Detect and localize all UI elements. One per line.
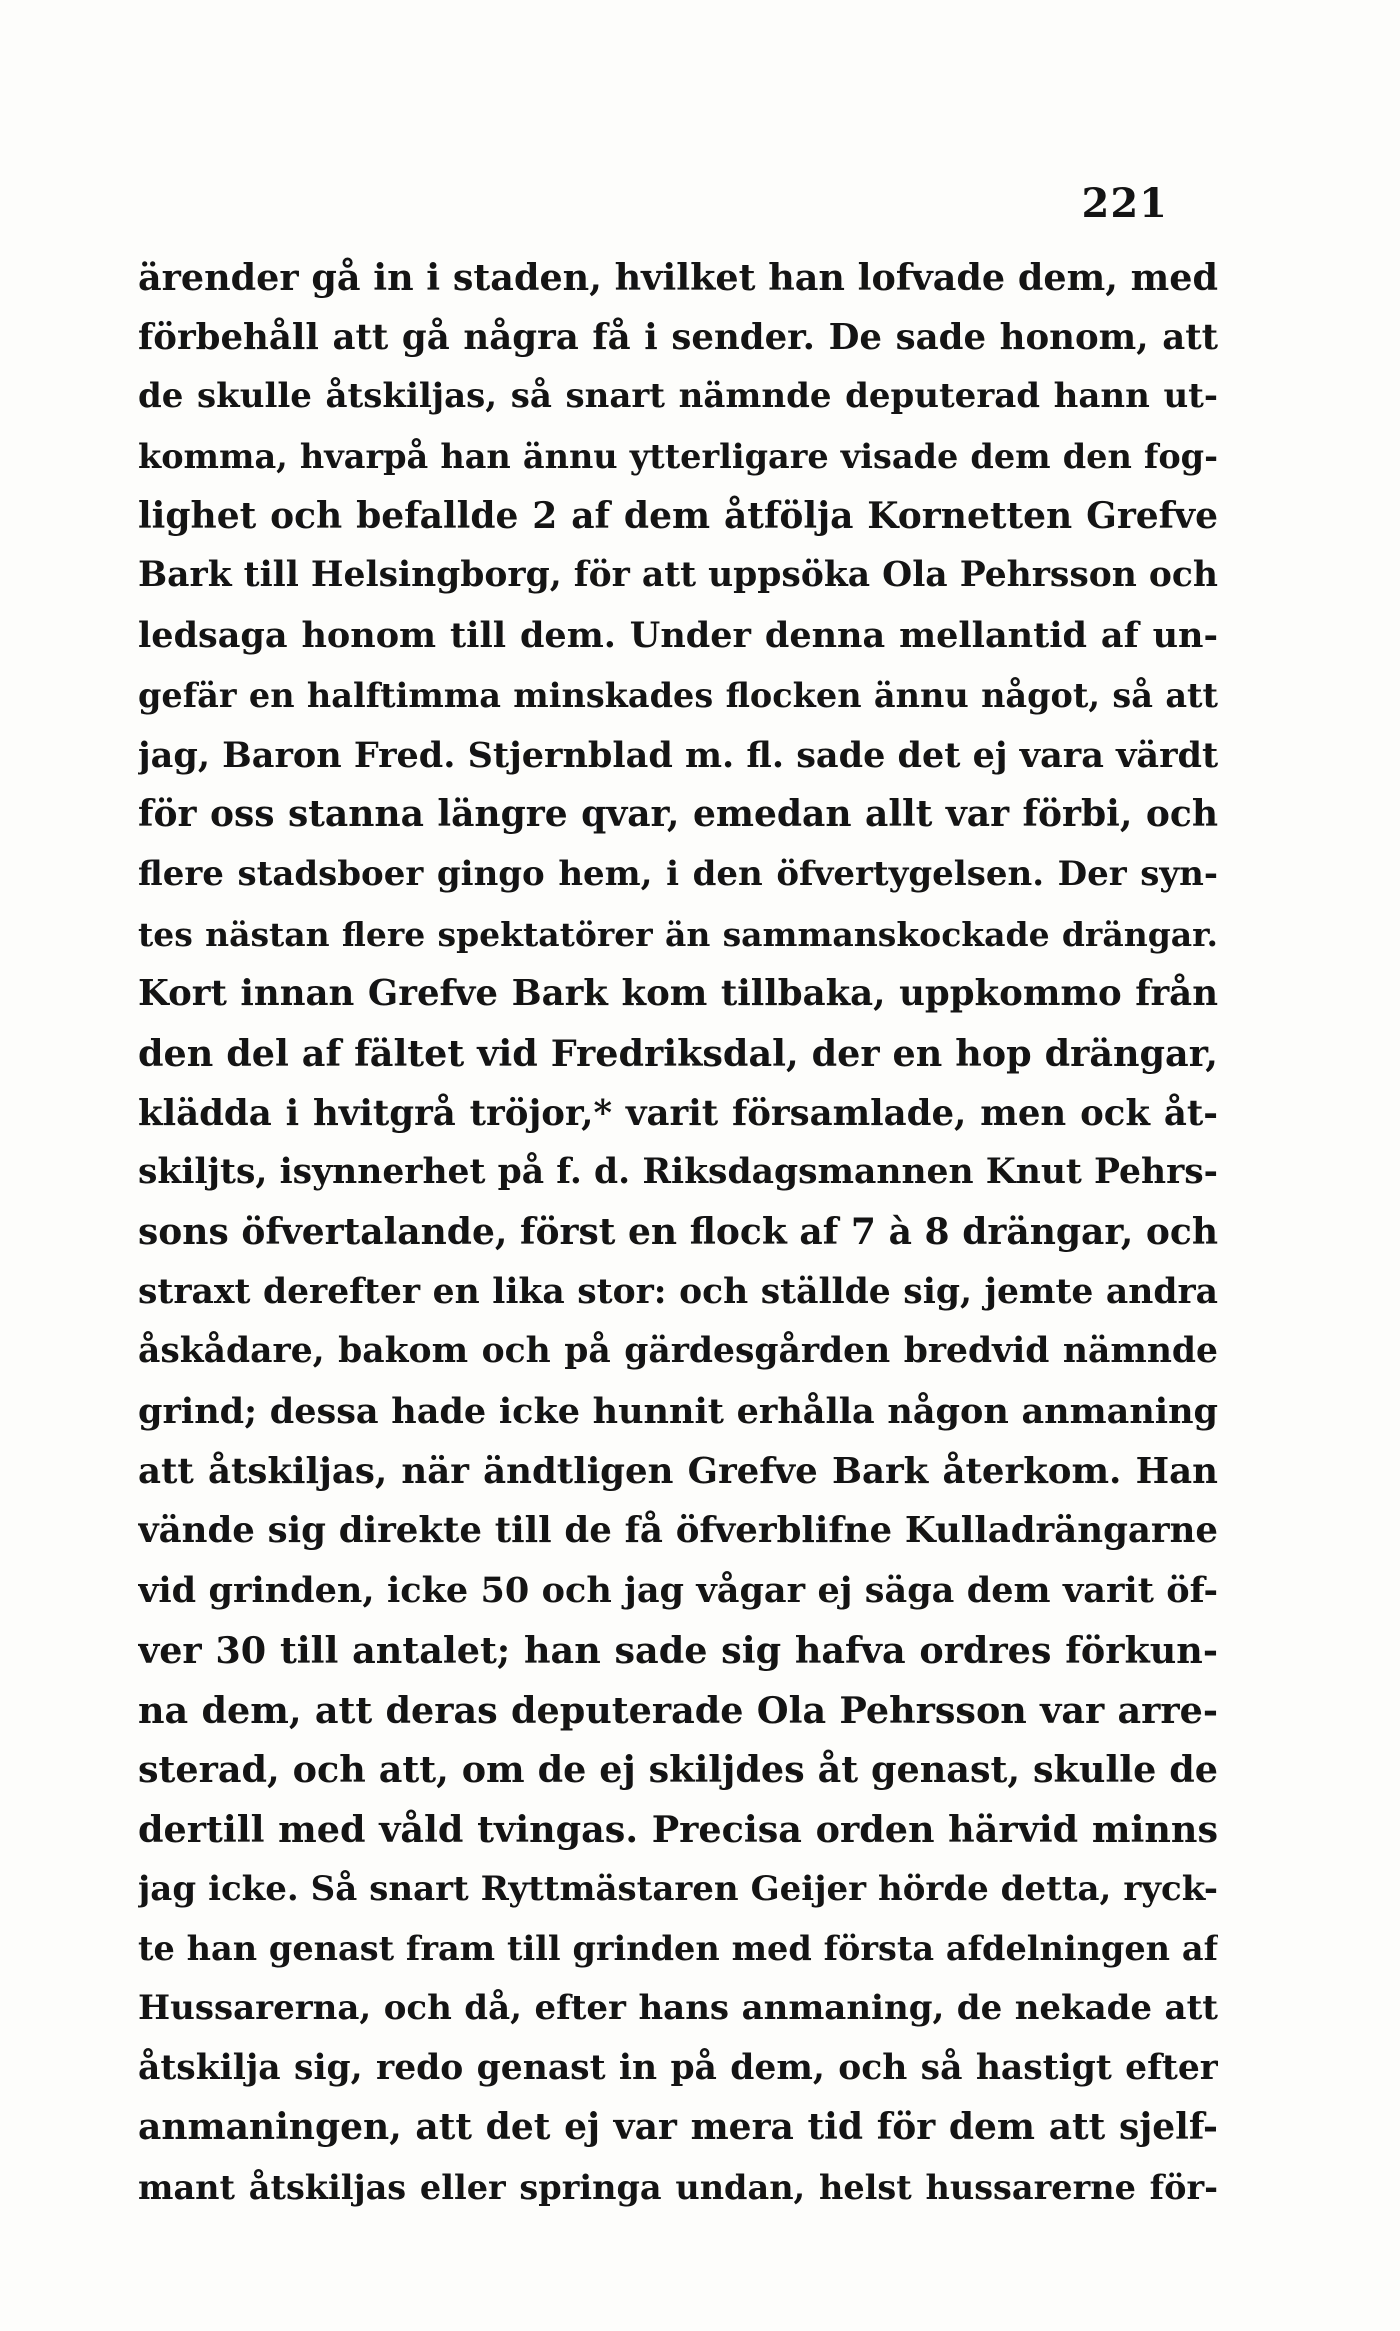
text-line: för oss stanna längre qvar, emedan allt var förbi, och xyxy=(138,793,1218,836)
body-text xyxy=(138,248,1218,2218)
text-line: lighet och befallde 2 af dem åtfölja Kornetten Grefve xyxy=(138,494,1218,537)
text-line: sterad, och att, om de ej skiljdes åt genast, skulle de xyxy=(138,1748,1218,1792)
text-line: åtskilja sig, redo genast in på dem, och så hastigt efter xyxy=(138,2047,1218,2088)
text-line: Hussarerna, och då, efter hans anmaning, de nekade att xyxy=(138,1987,1218,2028)
text-line: vid grinden, icke 50 och jag vågar ej säga dem varit öf- xyxy=(138,1570,1218,1612)
text-line: na dem, att deras deputerade Ola Pehrsson var arre- xyxy=(138,1688,1218,1732)
text-line: jag icke. Så snart Ryttmästaren Geijer hörde detta, ryck- xyxy=(138,1868,1218,1909)
text-line: sons öfvertalande, först en flock af 7 à 8 drängar, och xyxy=(138,1211,1218,1253)
text-line: ärender gå in i staden, hvilket han lofvade dem, med xyxy=(138,256,1218,299)
text-line: anmaningen, att det ej var mera tid för dem att sjelf- xyxy=(138,2106,1218,2149)
text-line: dertill med våld tvingas. Precisa orden härvid minns xyxy=(138,1807,1218,1851)
text-line: mant åtskiljas eller springa undan, helst hussarerne för- xyxy=(138,2168,1218,2207)
text-line: skiljts, isynnerhet på f. d. Riksdagsmannen Knut Pehrs- xyxy=(138,1152,1218,1193)
text-line: att åtskiljas, när ändtligen Grefve Bark återkom. Han xyxy=(138,1450,1218,1492)
text-line: förbehåll att gå några få i sender. De sade honom, att xyxy=(138,316,1218,358)
text-line: komma, hvarpå han ännu ytterligare visade dem den fog- xyxy=(138,437,1218,477)
text-line: te han genast fram till grinden med första afdelningen af xyxy=(138,1929,1218,1969)
text-line: straxt derefter en lika stor: och ställde sig, jemte andra xyxy=(138,1271,1218,1312)
text-line: den del af fältet vid Fredriksdal, der en hop drängar, xyxy=(138,1031,1218,1075)
text-line: tes nästan flere spektatörer än sammanskockade drängar. xyxy=(138,914,1218,954)
text-line: vände sig direkte till de få öfverblifne Kulladrängarne xyxy=(138,1510,1218,1552)
text-line: grind; dessa hade icke hunnit erhålla någon anmaning xyxy=(138,1391,1218,1433)
text-line: flere stadsboer gingo hem, i den öfvertygelsen. Der syn- xyxy=(138,853,1218,894)
text-line: ver 30 till antalet; han sade sig hafva ordres förkun- xyxy=(138,1628,1218,1672)
text-line: gefär en halftimma minskades flocken ännu något, så att xyxy=(138,675,1218,715)
text-line: klädda i hvitgrå tröjor,* varit församlade, men ock åt- xyxy=(138,1092,1218,1134)
page-number: 221 xyxy=(1081,180,1168,227)
text-line: åskådare, bakom och på gärdesgården bredvid nämnde xyxy=(138,1331,1218,1372)
text-line: Kort innan Grefve Bark kom tillbaka, uppkommo från xyxy=(138,973,1218,1015)
text-line: ledsaga honom till dem. Under denna mellantid af un- xyxy=(138,615,1218,657)
text-line: jag, Baron Fred. Stjernblad m. fl. sade det ej vara värdt xyxy=(138,734,1218,776)
text-line: Bark till Helsingborg, för att uppsöka Ola Pehrsson och xyxy=(138,555,1218,596)
text-line: de skulle åtskiljas, så snart nämnde deputerad hann ut- xyxy=(138,376,1218,417)
